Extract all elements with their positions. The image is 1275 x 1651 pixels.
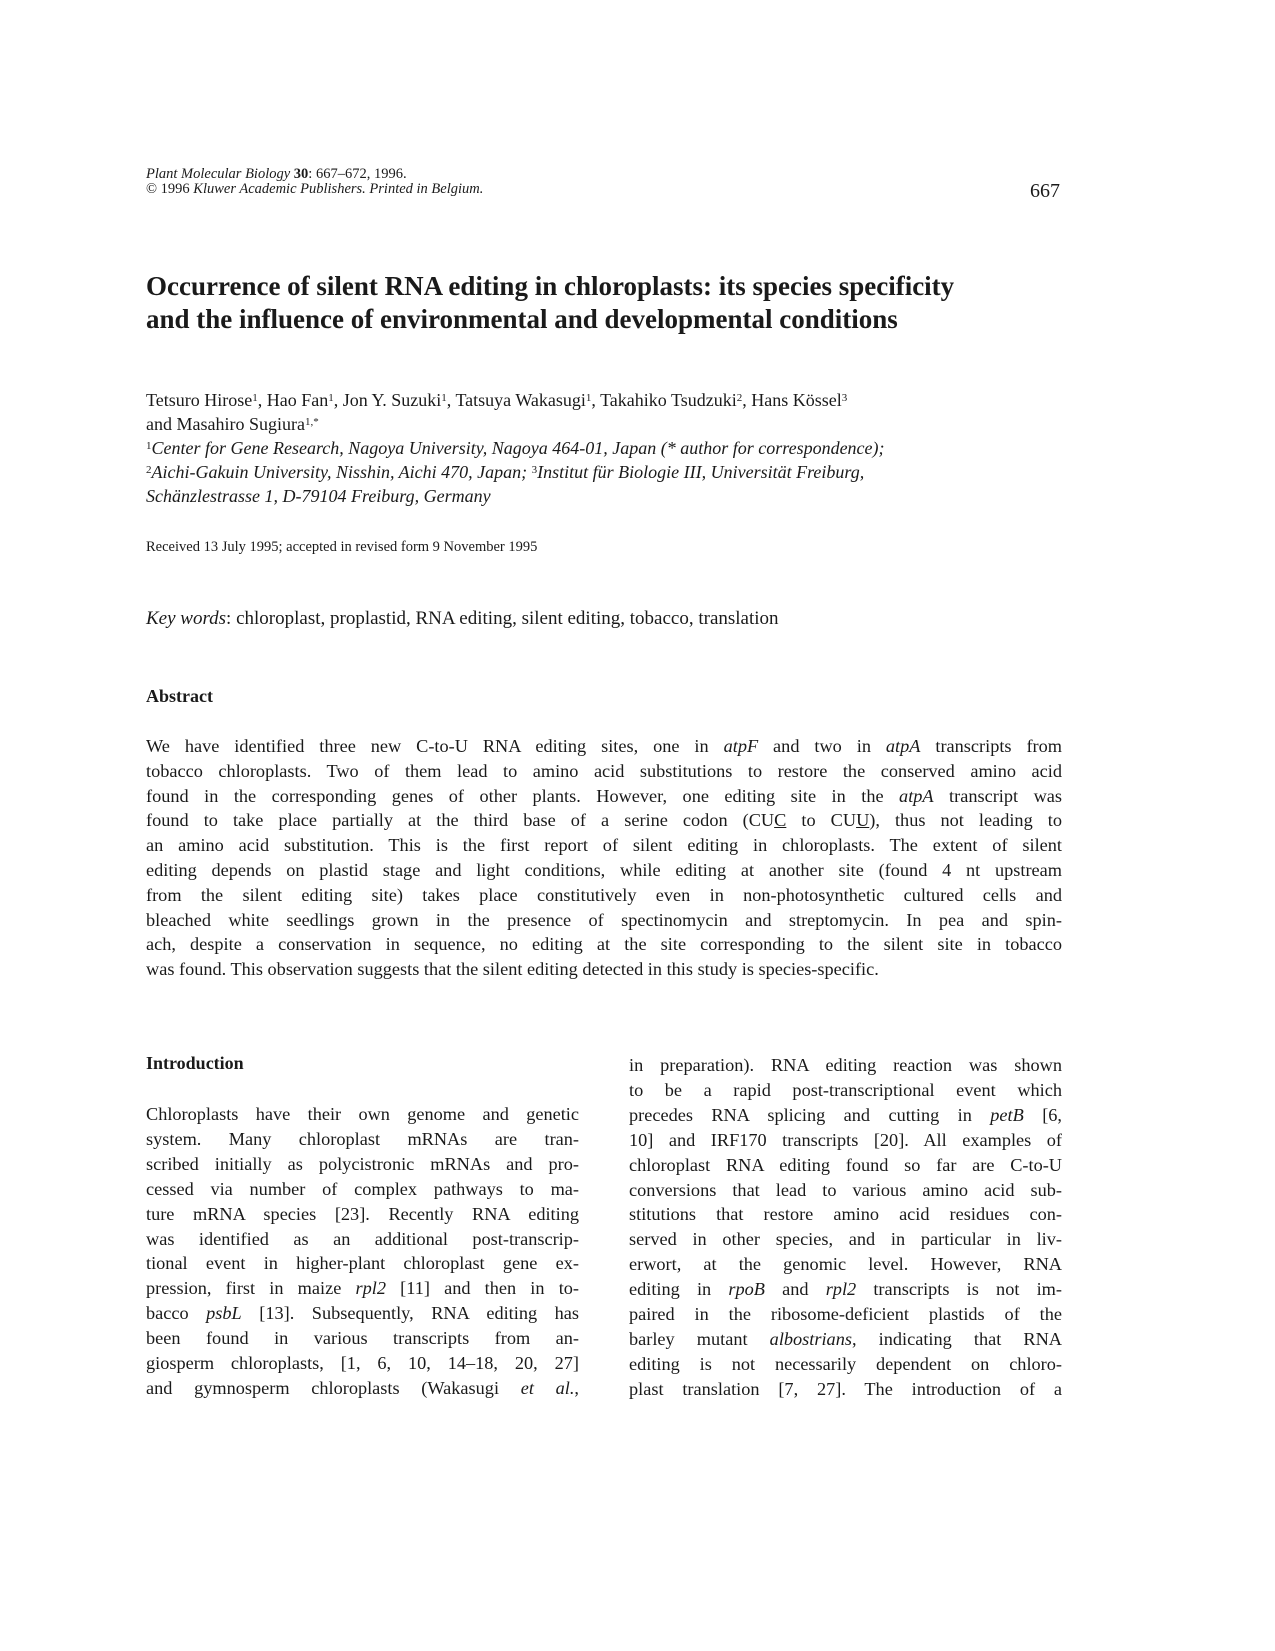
body-line: Chloroplasts have their own genome and genetic (146, 1104, 579, 1124)
text-run: [6, (1023, 1104, 1062, 1125)
body-line: system. Many chloroplast mRNAs are tran- (146, 1128, 579, 1149)
corresponding-author-mark: * (313, 416, 319, 428)
author-name: Hao Fan (266, 390, 329, 410)
text-run: and (764, 1279, 826, 1300)
gene-name: atpA (899, 785, 934, 806)
body-line: 10] and IRF170 transcripts [20]. All examples of (629, 1129, 1062, 1150)
author-block (146, 388, 1076, 508)
body-line: stitutions that restore amino acid residues con- (629, 1204, 1062, 1225)
gene-name: psbL (206, 1303, 242, 1324)
author-name: Tatsuya Wakasugi (455, 390, 586, 410)
affiliation-line-1 (146, 436, 1076, 460)
abstract-line: was found. This observation suggests that the silent editing detected in this study is species-specific. (146, 959, 879, 980)
body-line (146, 1301, 579, 1326)
text-run: editing in (629, 1279, 729, 1300)
affiliation-line-3: Schänzlestrasse 1, D-79104 Freiburg, Germany (146, 486, 491, 506)
body-line (629, 1103, 1062, 1128)
body-line: chloroplast RNA editing found so far are C-to-U (629, 1154, 1062, 1175)
body-line: erwort, at the genomic level. However, RNA (629, 1254, 1062, 1275)
gene-name: atpA (885, 736, 921, 756)
body-line: cessed via number of complex pathways to ma- (146, 1178, 579, 1199)
abstract-line: ach, despite a conservation in sequence, no editing at the site corresponding to the silent site in tobacco (146, 934, 1062, 955)
body-line (146, 1376, 579, 1401)
body-line: served in other species, and in particular in liv- (629, 1229, 1062, 1250)
text-run: , indicating that RNA (851, 1328, 1062, 1349)
text-run: [13]. Subsequently, RNA editing has (241, 1303, 579, 1324)
author-line-1: Tetsuro Hirose$^1$, Hao Fan$^1$, Jon Y. Suzuki$^1$, Tatsuya Wakasugi$^1$, Takahiko Tsudzuki$^2$, Hans Kössel$^3$ (146, 390, 848, 410)
affiliation-mark: 1 (146, 440, 152, 452)
edited-base: C (774, 810, 787, 831)
author-name: Hans Kössel (751, 390, 842, 410)
text-run: transcript was (933, 785, 1062, 806)
text-run: , (574, 1377, 579, 1398)
abstract-line (146, 808, 1062, 833)
author-conjunction: and (146, 414, 172, 434)
affiliation-number: 1, (304, 416, 314, 428)
affiliation-mark: 2 (146, 464, 152, 476)
affiliation-text: Center for Gene Research, Nagoya University, Nagoya 464-01, Japan (* author for correspondence); (151, 438, 885, 458)
affiliation-mark: 3 (531, 464, 538, 476)
body-line: ture mRNA species [23]. Recently RNA editing (146, 1203, 579, 1224)
publisher: Kluwer Academic Publishers. Printed in Belgium. (193, 181, 484, 197)
abstract-heading: Abstract (146, 686, 213, 706)
mutant-name: albostrians (769, 1328, 852, 1349)
text-run: We have identified three new C-to-U RNA editing sites, one in (146, 736, 724, 756)
introduction-heading: Introduction (146, 1053, 244, 1073)
copyright-symbol: © (146, 181, 158, 197)
body-line: giosperm chloroplasts, [1, 6, 10, 14–18, 20, 27] (146, 1353, 579, 1374)
received-dates: Received 13 July 1995; accepted in revised form 9 November 1995 (146, 539, 538, 555)
author-affiliation-mark: 1 (328, 392, 334, 404)
affiliation-text: Aichi-Gakuin University, Nisshin, Aichi 470, Japan; (151, 462, 528, 482)
gene-name: atpF (723, 736, 759, 756)
body-line (146, 1276, 579, 1301)
copyright-line (146, 181, 483, 198)
keywords (146, 608, 779, 630)
author-name: Tetsuro Hirose (146, 390, 253, 410)
body-line (629, 1277, 1062, 1302)
text-run: bacco (146, 1303, 207, 1324)
body-line: been found in various transcripts from an- (146, 1328, 579, 1349)
body-line: editing is not necessarily dependent on chloro- (629, 1353, 1062, 1374)
text-run: and two in (758, 736, 886, 756)
copyright-year: 1996 (160, 181, 190, 197)
page-number: 667 (1030, 180, 1060, 202)
author-name: Takahiko Tsudzuki (600, 390, 737, 410)
author-affiliation-mark: 1 (585, 392, 592, 404)
title-line-1: Occurrence of silent RNA editing in chloroplasts: its species specificity (146, 271, 955, 301)
body-line: to be a rapid post-transcriptional event which (629, 1079, 1062, 1100)
abstract-line (146, 734, 1062, 759)
author-name: Jon Y. Suzuki (342, 390, 442, 410)
abstract-body (146, 734, 1062, 982)
gene-name: petB (990, 1104, 1024, 1125)
abstract-line: editing depends on plastid stage and light conditions, while editing at another site (found 4 nt upstream (146, 859, 1062, 880)
introduction-right-column (629, 1053, 1062, 1402)
affiliation-text: Institut für Biologie III, Universität Freiburg, (537, 462, 865, 482)
text-run: [11] and then in to- (385, 1278, 580, 1299)
text-run: transcripts from (920, 736, 1062, 756)
text-run: found in the corresponding genes of other plants. However, one editing site in the (146, 785, 900, 806)
author-affiliation-mark: 1 (441, 392, 447, 404)
text-run: ), thus not leading to (869, 810, 1062, 831)
abstract-line: tobacco chloroplasts. Two of them lead to amino acid substitutions to restore the conserved amino acid (146, 760, 1062, 781)
text-run: found to take place partially at the third base of a serine codon (CU (146, 810, 775, 831)
author-affiliation-mark: 2 (736, 392, 743, 404)
gene-name: rpl2 (825, 1279, 857, 1300)
body-line: conversions that lead to various amino acid sub- (629, 1179, 1062, 1200)
keywords-text: : chloroplast, proplastid, RNA editing, silent editing, tobacco, translation (226, 608, 779, 629)
text-run: barley mutant (629, 1328, 770, 1349)
journal-volume: 30 (293, 166, 309, 182)
author-line-2 (146, 412, 1076, 436)
journal-name: Plant Molecular Biology (146, 166, 291, 182)
text-run: to CU (786, 810, 857, 831)
gene-name: rpoB (728, 1279, 765, 1300)
text-run: precedes RNA splicing and cutting in (629, 1104, 991, 1125)
citation-abbrev: et al. (520, 1377, 575, 1398)
abstract-line: bleached white seedlings grown in the presence of spectinomycin and streptomycin. In pea and spin- (146, 909, 1062, 930)
gene-name: rpl2 (355, 1278, 386, 1299)
edited-base: U (856, 810, 870, 831)
text-run: transcripts is not im- (856, 1279, 1062, 1300)
keywords-label: Key words (146, 608, 227, 629)
affiliation-line-2 (146, 460, 1076, 484)
body-line: plast translation [7, 27]. The introduction of a (629, 1378, 1062, 1399)
author-name: Masahiro Sugiura (176, 414, 305, 434)
abstract-line: from the silent editing site) takes place constitutively even in non-photosynthetic cultured cells and (146, 884, 1062, 905)
title-line-2: and the influence of environmental and developmental conditions (146, 304, 898, 334)
body-line: was identified as an additional post-transcrip- (146, 1228, 579, 1249)
body-line: tional event in higher-plant chloroplast gene ex- (146, 1253, 579, 1274)
introduction-left-column (146, 1102, 579, 1401)
author-affiliation-mark: 1 (252, 392, 258, 404)
author-affiliation-mark (305, 416, 319, 428)
body-line: paired in the ribosome-deficient plastids of the (629, 1304, 1062, 1325)
text-run: and gymnosperm chloroplasts (Wakasugi (146, 1377, 521, 1398)
body-line: scribed initially as polycistronic mRNAs and pro- (146, 1153, 579, 1174)
body-line (629, 1327, 1062, 1352)
text-run: pression, first in maize (146, 1278, 356, 1299)
body-line: in preparation). RNA editing reaction was shown (629, 1055, 1062, 1075)
abstract-line (146, 784, 1062, 809)
journal-pages-year: : 667–672, 1996. (308, 166, 407, 182)
abstract-line: an amino acid substitution. This is the first report of silent editing in chloroplasts. The extent of silent (146, 835, 1062, 856)
author-affiliation-mark: 3 (841, 392, 848, 404)
paper-title (146, 270, 1076, 336)
